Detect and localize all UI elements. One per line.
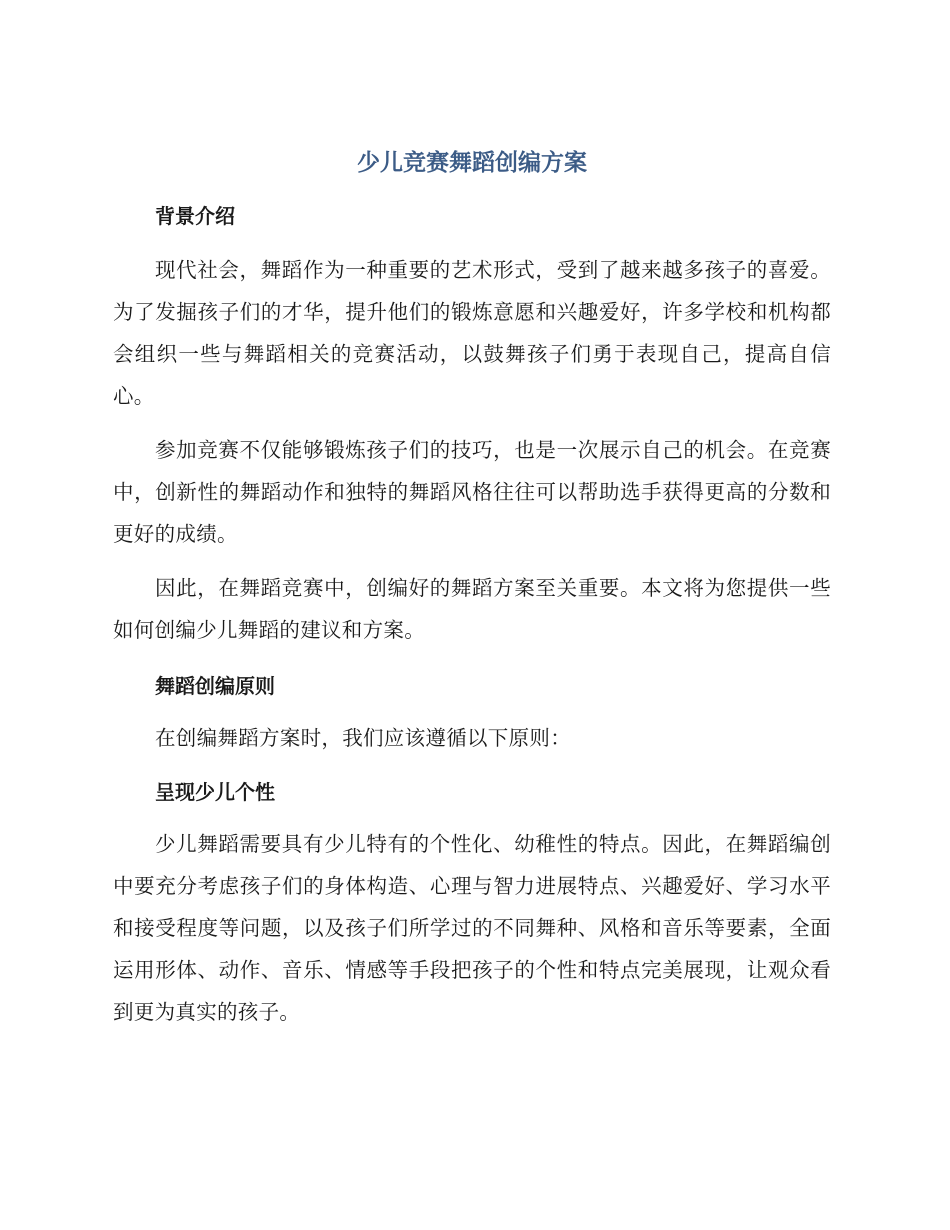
section-personality	[113, 777, 831, 1033]
document-title: 少儿竞赛舞蹈创编方案	[357, 150, 587, 176]
section-principles	[113, 671, 831, 759]
paragraph: 因此，在舞蹈竞赛中，创编好的舞蹈方案至关重要。本文将为您提供一些如何创编少儿舞蹈的建议和方案。	[113, 576, 831, 642]
paragraph: 少儿舞蹈需要具有少儿特有的个性化、幼稚性的特点。因此，在舞蹈编创中要充分考虑孩子们的身体构造、心理与智力进展特点、兴趣爱好、学习水平和接受程度等问题，以及孩子们所学过的不同舞种、风格和音乐等要素，全面运用形体、动作、音乐、情感等手段把孩子的个性和特点完美展现，让观众看到更为真实的孩子。	[113, 832, 831, 1024]
paragraph: 在创编舞蹈方案时，我们应该遵循以下原则：	[155, 726, 571, 750]
document-page	[113, 143, 831, 1033]
section-heading-principles: 舞蹈创编原则	[155, 674, 275, 698]
section-background	[113, 201, 831, 651]
paragraph: 参加竞赛不仅能够锻炼孩子们的技巧，也是一次展示自己的机会。在竞赛中，创新性的舞蹈动作和独特的舞蹈风格往往可以帮助选手获得更高的分数和更好的成绩。	[113, 438, 831, 546]
paragraph: 现代社会，舞蹈作为一种重要的艺术形式，受到了越来越多孩子的喜爱。为了发掘孩子们的才华，提升他们的锻炼意愿和兴趣爱好，许多学校和机构都会组织一些与舞蹈相关的竞赛活动，以鼓舞孩子们勇于表现自己，提高自信心。	[113, 258, 831, 408]
section-heading-personality: 呈现少儿个性	[155, 780, 275, 804]
section-heading-background: 背景介绍	[155, 204, 235, 228]
